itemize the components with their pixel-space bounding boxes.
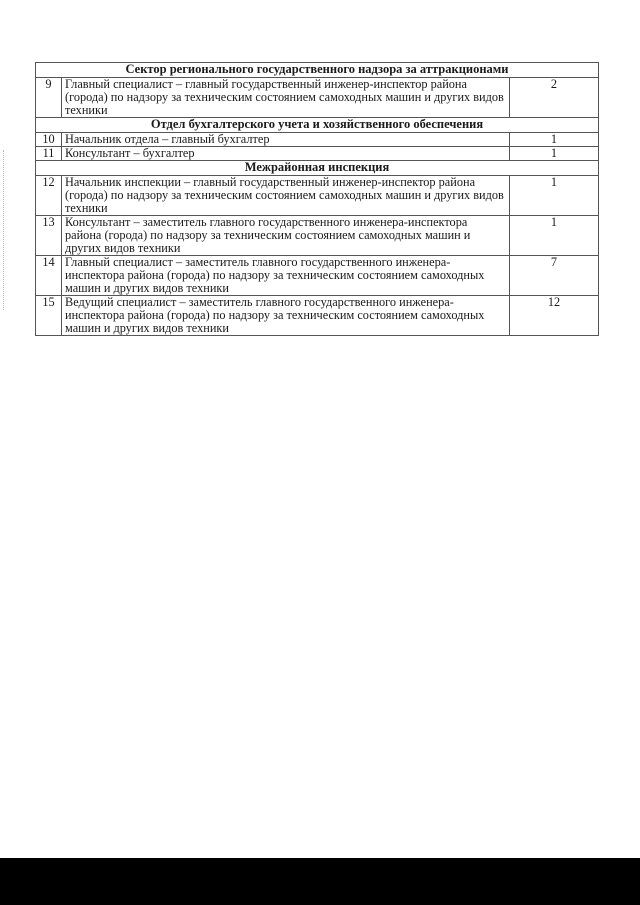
section-row <box>36 63 599 78</box>
table-row <box>36 176 599 216</box>
position-count: 1 <box>510 176 599 216</box>
position-title: Главный специалист – главный государственный инженер-инспектор района (города) по надзору за техническим состоянием самоходных машин и других видов техники <box>62 78 510 118</box>
scan-bottom-edge <box>0 858 640 905</box>
position-title: Начальник отдела – главный бухгалтер <box>62 133 510 147</box>
staffing-table <box>35 62 599 336</box>
position-count: 7 <box>510 256 599 296</box>
table-row <box>36 296 599 336</box>
table-row <box>36 133 599 147</box>
row-number: 9 <box>36 78 62 118</box>
table-row <box>36 147 599 161</box>
position-title: Консультант – бухгалтер <box>62 147 510 161</box>
position-count: 12 <box>510 296 599 336</box>
section-heading: Сектор регионального государственного надзора за аттракционами <box>36 63 599 78</box>
section-heading: Межрайонная инспекция <box>36 161 599 176</box>
row-number: 10 <box>36 133 62 147</box>
row-number: 14 <box>36 256 62 296</box>
section-row <box>36 161 599 176</box>
table-row <box>36 78 599 118</box>
row-number: 15 <box>36 296 62 336</box>
position-title: Консультант – заместитель главного государственного инженера-инспектора района (города) по надзору за техническим состоянием самоходных машин и других видов техники <box>62 216 510 256</box>
row-number: 13 <box>36 216 62 256</box>
scan-margin-mark <box>3 150 5 310</box>
position-count: 1 <box>510 216 599 256</box>
row-number: 11 <box>36 147 62 161</box>
position-count: 2 <box>510 78 599 118</box>
table-row <box>36 216 599 256</box>
position-count: 1 <box>510 147 599 161</box>
section-heading: Отдел бухгалтерского учета и хозяйственного обеспечения <box>36 118 599 133</box>
row-number: 12 <box>36 176 62 216</box>
position-count: 1 <box>510 133 599 147</box>
position-title: Начальник инспекции – главный государственный инженер-инспектор района (города) по надзору за техническим состоянием самоходных машин и других видов техники <box>62 176 510 216</box>
position-title: Ведущий специалист – заместитель главного государственного инженера-инспектора района (города) по надзору за техническим состоянием самоходных машин и других видов техники <box>62 296 510 336</box>
section-row <box>36 118 599 133</box>
position-title: Главный специалист – заместитель главного государственного инженера-инспектора района (города) по надзору за техническим состоянием самоходных машин и других видов техники <box>62 256 510 296</box>
table-row <box>36 256 599 296</box>
